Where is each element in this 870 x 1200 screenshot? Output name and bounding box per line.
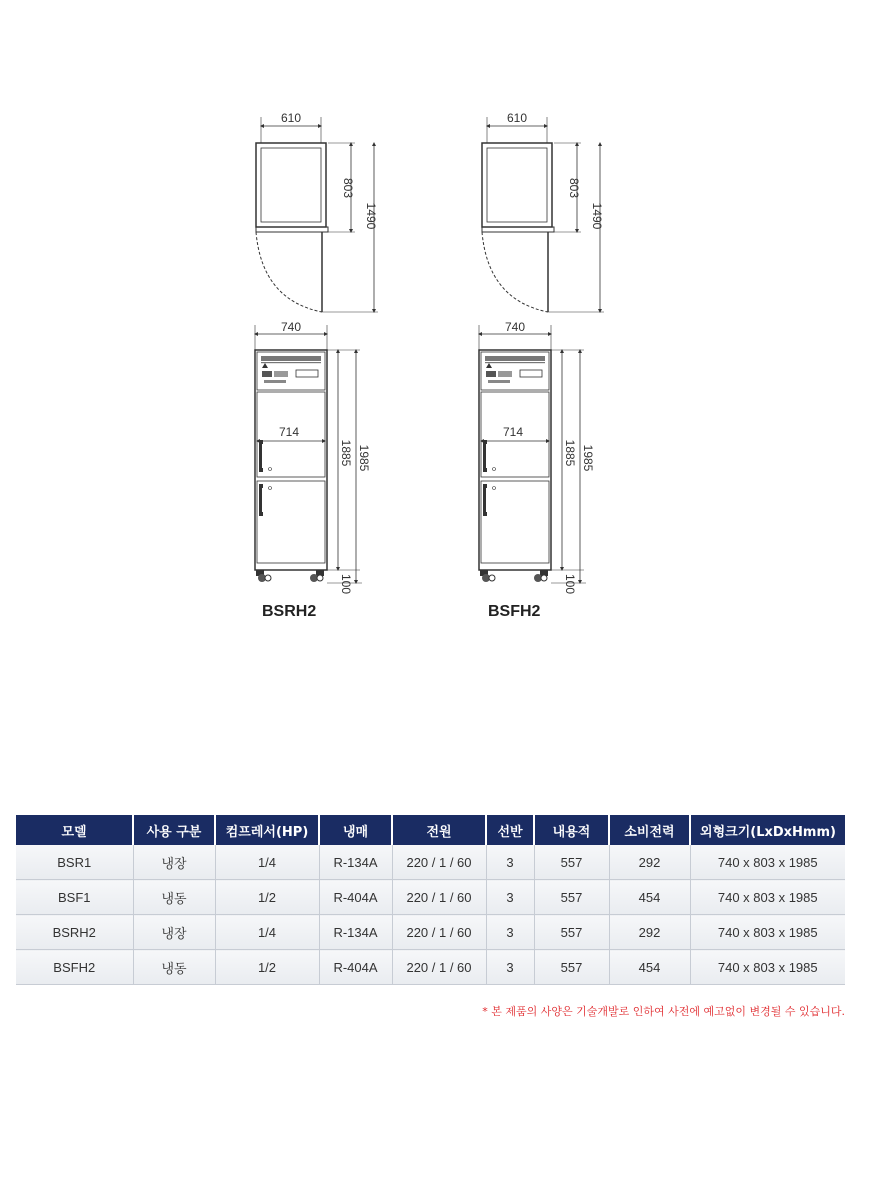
cell-capacity: 557 — [534, 845, 609, 880]
dim-top-depth-open: 1490 — [364, 202, 378, 230]
spec-table — [16, 815, 845, 985]
cell-refrigerant: R-134A — [319, 845, 392, 880]
cell-consumption: 292 — [609, 915, 690, 950]
cell-compressor: 1/2 — [215, 950, 319, 985]
dim-inner-width: 714 — [502, 425, 524, 439]
dim-height: 1885 — [339, 439, 353, 467]
cell-dimensions: 740 x 803 x 1985 — [690, 880, 845, 915]
cell-usage: 냉동 — [133, 950, 215, 985]
header-model: 모델 — [16, 815, 133, 845]
table-row — [16, 845, 845, 880]
header-refrigerant: 냉매 — [319, 815, 392, 845]
dim-caster: 100 — [563, 573, 577, 595]
cell-shelves: 3 — [486, 880, 534, 915]
header-dimensions: 외형크기(LxDxHmm) — [690, 815, 845, 845]
dim-top-width: 610 — [280, 111, 302, 125]
table-row — [16, 915, 845, 950]
cell-power: 220 / 1 / 60 — [392, 915, 486, 950]
cell-usage: 냉동 — [133, 880, 215, 915]
cell-usage: 냉장 — [133, 845, 215, 880]
top-view-bsrh2 — [256, 117, 378, 312]
dim-height: 1885 — [563, 439, 577, 467]
cell-usage: 냉장 — [133, 915, 215, 950]
cell-shelves: 3 — [486, 950, 534, 985]
cell-model: BSRH2 — [16, 915, 133, 950]
cell-power: 220 / 1 / 60 — [392, 950, 486, 985]
drawing-bsrh2 — [255, 117, 378, 583]
dim-front-width: 740 — [280, 320, 302, 334]
dim-caster: 100 — [339, 573, 353, 595]
cell-shelves: 3 — [486, 845, 534, 880]
cell-dimensions: 740 x 803 x 1985 — [690, 845, 845, 880]
cell-power: 220 / 1 / 60 — [392, 880, 486, 915]
cell-model: BSR1 — [16, 845, 133, 880]
cell-model: BSFH2 — [16, 950, 133, 985]
header-power: 전원 — [392, 815, 486, 845]
header-shelves: 선반 — [486, 815, 534, 845]
cell-consumption: 454 — [609, 950, 690, 985]
cell-refrigerant: R-134A — [319, 915, 392, 950]
spec-change-notice: * 본 제품의 사양은 기술개발로 인하여 사전에 예고없이 변경될 수 있습니다. — [482, 1005, 845, 1018]
table-row — [16, 880, 845, 915]
cell-capacity: 557 — [534, 950, 609, 985]
model-label-bsrh2: BSRH2 — [262, 603, 317, 620]
header-consumption: 소비전력 — [609, 815, 690, 845]
cell-dimensions: 740 x 803 x 1985 — [690, 915, 845, 950]
cell-compressor: 1/4 — [215, 915, 319, 950]
cell-model: BSF1 — [16, 880, 133, 915]
header-compressor: 컴프레서(HP) — [215, 815, 319, 845]
cell-refrigerant: R-404A — [319, 880, 392, 915]
cell-compressor: 1/4 — [215, 845, 319, 880]
cell-refrigerant: R-404A — [319, 950, 392, 985]
cell-capacity: 557 — [534, 915, 609, 950]
model-label-bsfh2: BSFH2 — [488, 603, 541, 620]
cell-consumption: 454 — [609, 880, 690, 915]
top-view-bsfh2 — [482, 117, 604, 312]
dim-front-width: 740 — [504, 320, 526, 334]
cell-dimensions: 740 x 803 x 1985 — [690, 950, 845, 985]
dim-top-width: 610 — [506, 111, 528, 125]
header-usage: 사용 구분 — [133, 815, 215, 845]
cell-shelves: 3 — [486, 915, 534, 950]
cell-power: 220 / 1 / 60 — [392, 845, 486, 880]
dim-top-depth-open: 1490 — [590, 202, 604, 230]
dim-total-height: 1985 — [581, 444, 595, 472]
dim-top-depth: 803 — [567, 177, 581, 199]
cell-capacity: 557 — [534, 880, 609, 915]
dim-total-height: 1985 — [357, 444, 371, 472]
cell-consumption: 292 — [609, 845, 690, 880]
header-capacity: 내용적 — [534, 815, 609, 845]
dim-top-depth: 803 — [341, 177, 355, 199]
cell-compressor: 1/2 — [215, 880, 319, 915]
drawing-bsfh2 — [479, 117, 604, 583]
table-header-row — [16, 815, 845, 845]
table-row — [16, 950, 845, 985]
dim-inner-width: 714 — [278, 425, 300, 439]
